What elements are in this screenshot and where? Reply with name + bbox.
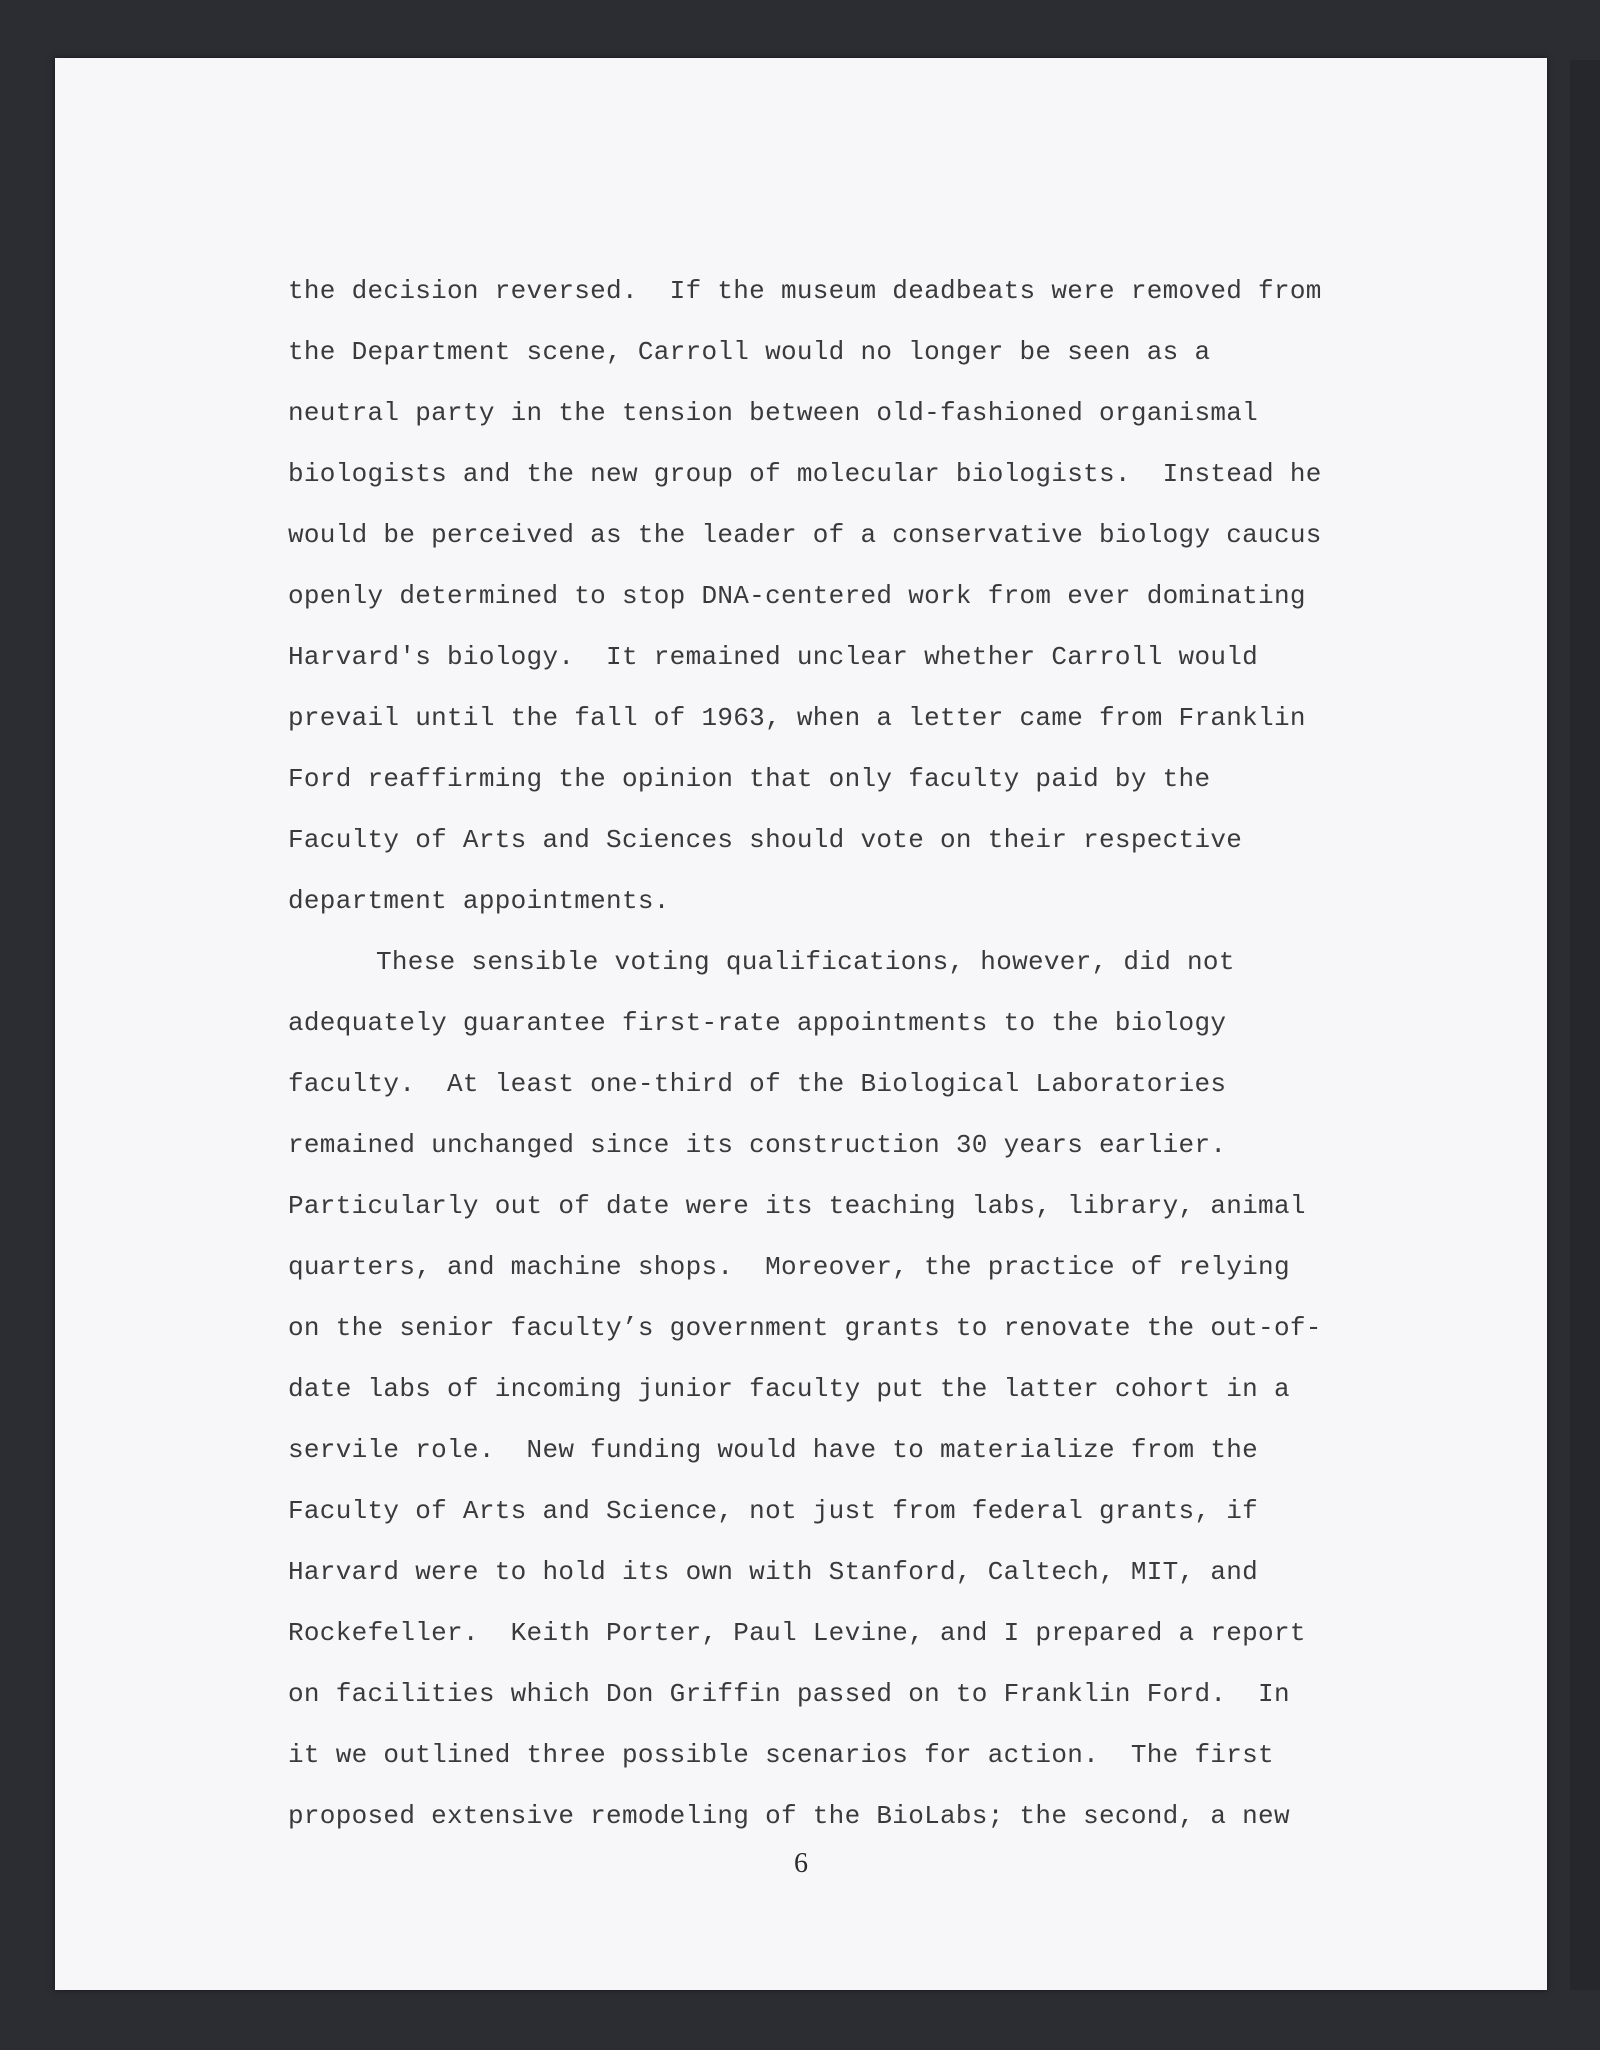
- text-line: prevail until the fall of 1963, when a letter came from Franklin: [288, 703, 1306, 733]
- text-line: servile role. New funding would have to materialize from the: [288, 1435, 1259, 1465]
- text-line: adequately guarantee first-rate appointments to the biology: [288, 1008, 1227, 1038]
- paragraph-first-line: These sensible voting qualifications, however, did not: [376, 947, 1235, 977]
- text-line: remained unchanged since its construction 30 years earlier.: [288, 1130, 1227, 1160]
- text-line: date labs of incoming junior faculty put the latter cohort in a: [288, 1374, 1290, 1404]
- text-line: Harvard's biology. It remained unclear whether Carroll would: [288, 642, 1259, 672]
- text-line: would be perceived as the leader of a conservative biology caucus: [288, 520, 1322, 550]
- text-line: Rockefeller. Keith Porter, Paul Levine, and I prepared a report: [288, 1618, 1306, 1648]
- text-line: department appointments.: [288, 886, 670, 916]
- text-line: Harvard were to hold its own with Stanford, Caltech, MIT, and: [288, 1557, 1259, 1587]
- text-line: Faculty of Arts and Science, not just from federal grants, if: [288, 1496, 1259, 1526]
- text-line: proposed extensive remodeling of the BioLabs; the second, a new: [288, 1801, 1290, 1831]
- text-line: Ford reaffirming the opinion that only faculty paid by the: [288, 764, 1211, 794]
- document-page: [55, 58, 1547, 1990]
- text-line: faculty. At least one-third of the Biological Laboratories: [288, 1069, 1227, 1099]
- body-text: [288, 261, 1408, 1847]
- text-line: quarters, and machine shops. Moreover, the practice of relying: [288, 1252, 1290, 1282]
- text-line: biologists and the new group of molecular biologists. Instead he: [288, 459, 1322, 489]
- text-line: on the senior faculty’s government grants to renovate the out-of-: [288, 1313, 1322, 1343]
- text-line: neutral party in the tension between old-fashioned organismal: [288, 398, 1259, 428]
- page-number: 6: [794, 1848, 808, 1879]
- backdrop-edge: [1570, 60, 1600, 1990]
- text-line: the Department scene, Carroll would no longer be seen as a: [288, 337, 1211, 367]
- text-line: Faculty of Arts and Sciences should vote on their respective: [288, 825, 1243, 855]
- text-line: openly determined to stop DNA-centered work from ever dominating: [288, 581, 1306, 611]
- text-line: it we outlined three possible scenarios for action. The first: [288, 1740, 1274, 1770]
- text-line: the decision reversed. If the museum deadbeats were removed from: [288, 276, 1322, 306]
- text-line: on facilities which Don Griffin passed on to Franklin Ford. In: [288, 1679, 1290, 1709]
- text-line: Particularly out of date were its teaching labs, library, animal: [288, 1191, 1306, 1221]
